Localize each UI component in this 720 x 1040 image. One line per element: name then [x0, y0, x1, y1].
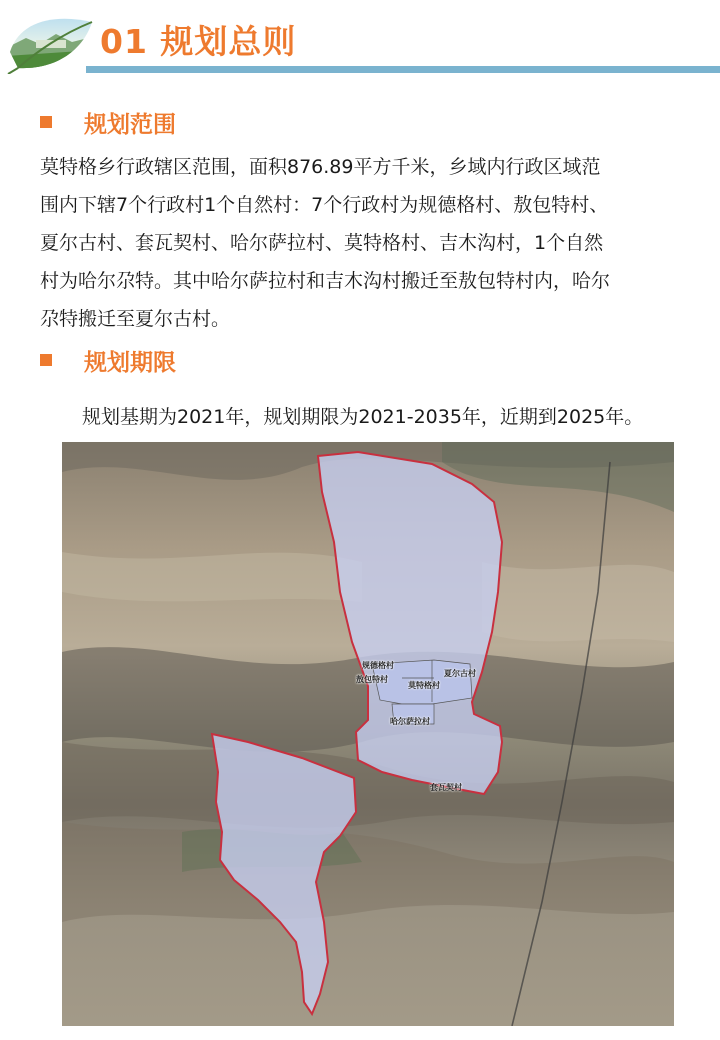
- planning-area-map: [62, 442, 674, 1026]
- leaf-landscape-icon: [6, 12, 98, 74]
- period-paragraph: 规划基期为2021年，规划期限为2021-2035年，近期到2025年。: [82, 406, 644, 428]
- village-label-aobaote: 敖包特村: [356, 675, 388, 684]
- village-label-guidege: 规德格村: [362, 661, 394, 670]
- page-header: [0, 0, 720, 80]
- scope-paragraph: [40, 148, 686, 338]
- section-title-period: 规划期限: [84, 350, 176, 376]
- scope-line: 莫特格乡行政辖区范围，面积876.89平方千米，乡域内行政区域范: [40, 156, 601, 178]
- header-divider: [86, 66, 720, 73]
- village-label-taowaqi: 套瓦契村: [430, 783, 462, 792]
- scope-line: 村为哈尔尕特。其中哈尔萨拉村和吉木沟村搬迁至敖包特村内，哈尔: [40, 270, 611, 292]
- section-title-scope: 规划范围: [84, 112, 176, 138]
- scope-line: 围内下辖7个行政村1个自然村：7个行政村为规德格村、敖包特村、: [40, 194, 609, 216]
- village-label-motege: 莫特格村: [408, 681, 440, 690]
- scope-line: 夏尔古村、套瓦契村、哈尔萨拉村、莫特格村、吉木沟村，1个自然: [40, 232, 604, 254]
- square-bullet-icon: [40, 116, 52, 128]
- scope-line: 尕特搬迁至夏尔古村。: [40, 308, 231, 330]
- square-bullet-icon: [40, 354, 52, 366]
- village-label-xiaergu: 夏尔古村: [444, 669, 476, 678]
- satellite-map-image: [62, 442, 674, 1026]
- village-label-haersala: 哈尔萨拉村: [390, 717, 430, 726]
- page-title: 01 规划总则: [100, 22, 297, 61]
